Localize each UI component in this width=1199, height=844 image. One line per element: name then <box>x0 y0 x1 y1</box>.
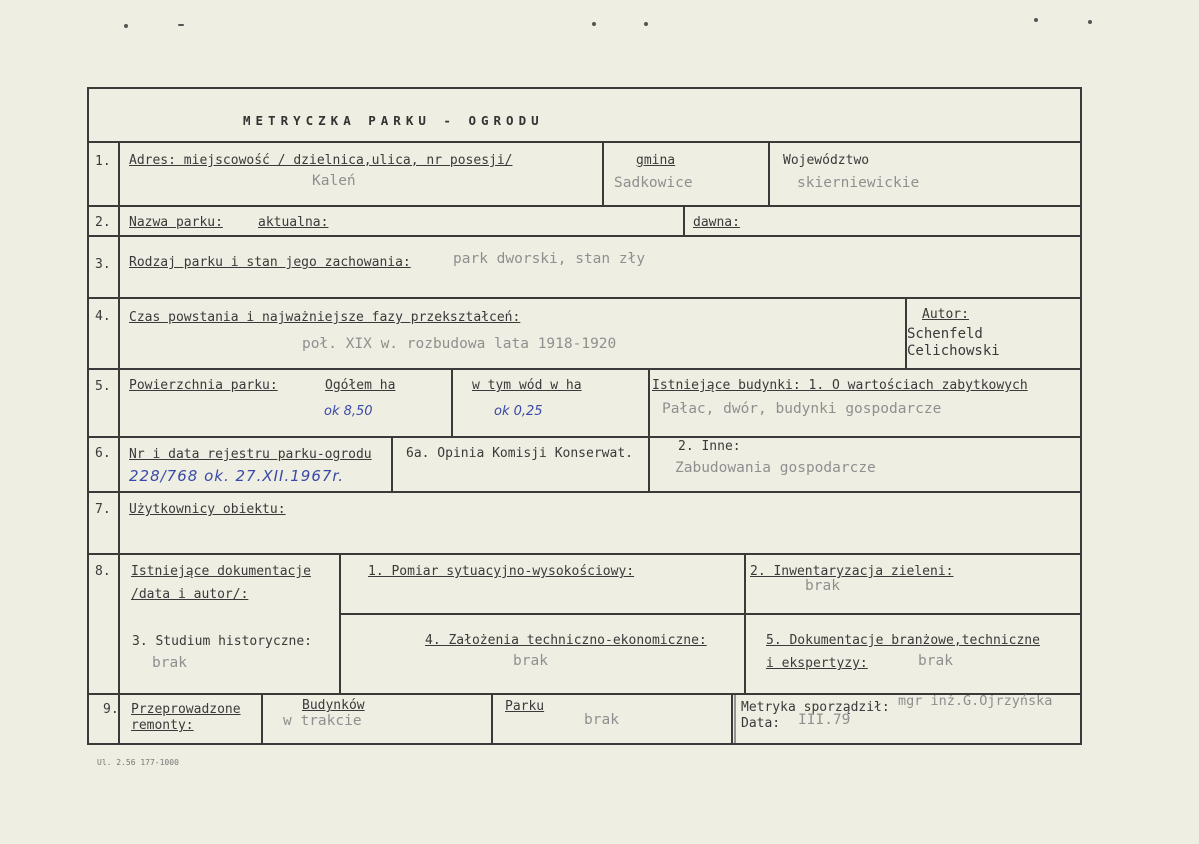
row-number: 4. <box>95 309 111 324</box>
area-label: Powierzchnia parku: <box>129 378 278 393</box>
park-name-label: Nazwa parku: <box>129 215 223 230</box>
register-label: Nr i data rejestru parku-ogrodu <box>129 447 372 462</box>
voivodeship-value: skierniewickie <box>797 175 920 191</box>
branch-docs-value: brak <box>918 653 953 669</box>
former-name-label: dawna: <box>693 215 740 230</box>
buildings-repair-value: w trakcie <box>283 713 362 729</box>
made-by-label: Metryka sporządził: <box>741 700 890 715</box>
row-number: 8. <box>95 564 111 579</box>
branch-docs-label-2: i ekspertyzy: <box>766 656 868 671</box>
opinion-label: 6a. Opinia Komisji Konserwat. <box>406 446 633 461</box>
documentation-label-1: Istniejące dokumentacje <box>131 564 312 579</box>
creation-time-value: poł. XIX w. rozbudowa lata 1918-1920 <box>302 336 617 352</box>
survey-label: 1. Pomiar sytuacyjno-wysokościowy: <box>368 564 635 579</box>
greenery-inventory-value: brak <box>805 578 840 594</box>
voivodeship-label: Województwo <box>783 153 870 168</box>
other-buildings-label: 2. Inne: <box>678 439 741 454</box>
author-value-1: Schenfeld <box>907 326 983 342</box>
repairs-label-1: Przeprowadzone <box>131 702 241 717</box>
date-label: Data: <box>741 716 781 731</box>
register-value: 228/768 ok. 27.XII.1967r. <box>129 467 344 485</box>
repairs-label-2: remonty: <box>131 718 194 733</box>
buildings-repair-label: Budynków <box>302 698 365 713</box>
park-repair-value: brak <box>584 712 619 728</box>
water-area-label: w tym wód w ha <box>472 378 582 393</box>
water-area-value: ok 0,25 <box>494 404 543 419</box>
technical-assumptions-label: 4. Założenia techniczno-ekonomiczne: <box>425 633 707 648</box>
gmina-value: Sadkowice <box>614 175 693 191</box>
historical-study-label: 3. Studium historyczne: <box>132 634 313 649</box>
park-repair-label: Parku <box>505 699 545 714</box>
row-number: 9. <box>103 702 119 717</box>
historical-study-value: brak <box>152 655 187 671</box>
total-area-label: Ogółem ha <box>325 378 396 393</box>
documentation-label-2: /data i autor/: <box>131 587 249 602</box>
total-area-value: ok 8,50 <box>324 404 373 419</box>
park-type-label: Rodzaj parku i stan jego zachowania: <box>129 255 411 270</box>
other-buildings-value: Zabudowania gospodarcze <box>675 460 876 476</box>
made-by-value: mgr inż.G.Ojrzyńska <box>898 693 1053 709</box>
existing-buildings-value: Pałac, dwór, budynki gospodarcze <box>662 401 942 417</box>
address-label: Adres: miejscowość / dzielnica,ulica, nr posesji/ <box>129 153 513 168</box>
current-name-label: aktualna: <box>258 215 329 230</box>
author-label: Autor: <box>922 307 969 322</box>
row-number: 7. <box>95 502 111 517</box>
branch-docs-label-1: 5. Dokumentacje branżowe,techniczne <box>766 633 1040 648</box>
row-number: 6. <box>95 446 111 461</box>
gmina-label: gmina <box>636 153 676 168</box>
users-label: Użytkownicy obiektu: <box>129 502 286 517</box>
greenery-inventory-label: 2. Inwentaryzacja zieleni: <box>750 564 954 579</box>
row-number: 3. <box>95 257 111 272</box>
park-type-value: park dworski, stan zły <box>453 251 646 267</box>
print-code: Ul. 2.56 177-1000 <box>97 758 179 767</box>
row-number: 2. <box>95 215 111 230</box>
row-number: 1. <box>95 154 111 169</box>
author-value-2: Celichowski <box>907 343 1000 359</box>
address-value: Kaleń <box>312 173 356 189</box>
form-title: METRYCZKA PARKU - OGRODU <box>243 113 544 128</box>
existing-buildings-label: Istniejące budynki: 1. O wartościach zabytkowych <box>652 378 1028 393</box>
date-value: III.79 <box>798 712 851 728</box>
creation-time-label: Czas powstania i najważniejsze fazy przekształceń: <box>129 310 521 325</box>
technical-assumptions-value: brak <box>513 653 548 669</box>
row-number: 5. <box>95 379 111 394</box>
